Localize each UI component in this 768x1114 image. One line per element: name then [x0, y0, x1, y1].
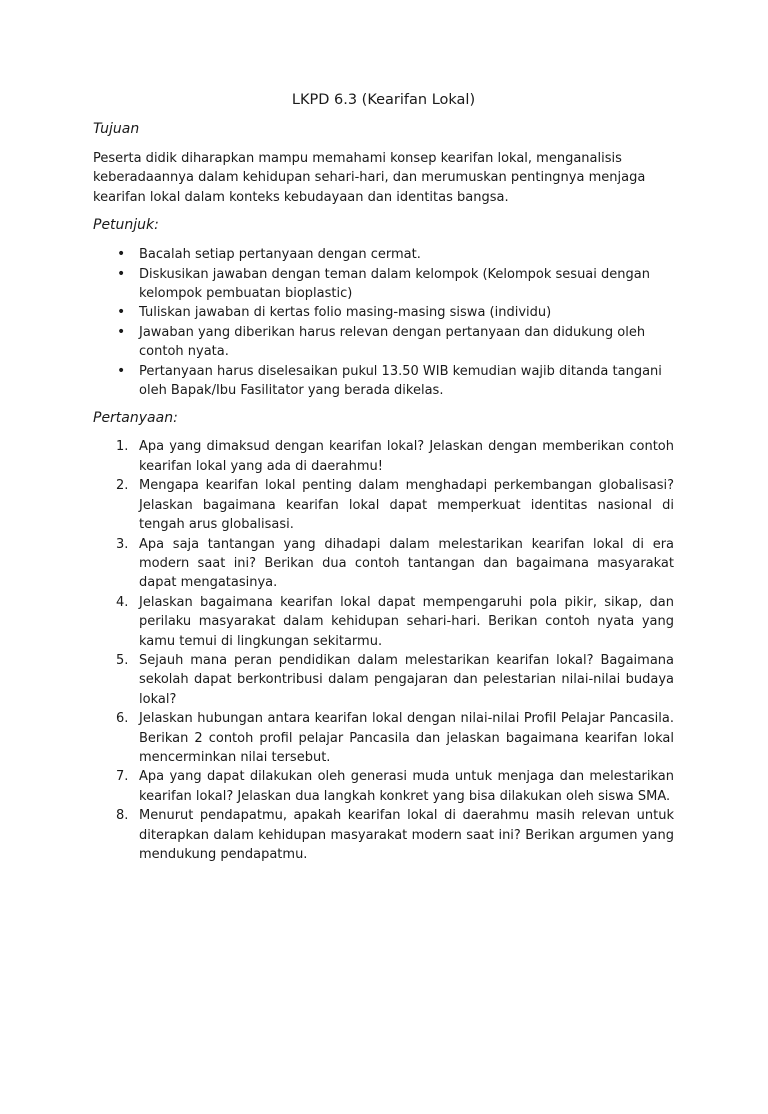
question-text: Menurut pendapatmu, apakah kearifan lokal di daerahmu masih relevan untuk diterapkan dalam kehidupan masyarakat modern saat ini? Berikan argumen yang mendukung pendapatmu. [139, 808, 674, 862]
question-text: Jelaskan hubungan antara kearifan lokal dengan nilai-nilai Profil Pelajar Pancasila. Berikan 2 contoh profil pelajar Pancasila dan jelaskan bagaimana kearifan lokal mencerminkan nilai tersebut. [139, 711, 674, 765]
petunjuk-item: • Diskusikan jawaban dengan teman dalam kelompok (Kelompok sesuai dengan kelompok pembuatan bioplastic) [139, 265, 674, 304]
pertanyaan-heading: Pertanyaan: [93, 410, 178, 427]
question-number: 4. [116, 594, 129, 610]
pertanyaan-list [93, 437, 674, 864]
question-number: 5. [116, 652, 129, 668]
tujuan-heading: Tujuan [93, 121, 140, 137]
question-item [116, 651, 674, 709]
question-number: 2. [116, 478, 129, 494]
question-text: Apa saja tantangan yang dihadapi dalam melestarikan kearifan lokal di era modern saat ini? Berikan dua contoh tantangan dan bagaimana masyarakat dapat mengatasinya. [139, 536, 674, 591]
petunjuk-list [93, 245, 674, 400]
question-item [116, 535, 674, 593]
tujuan-text: Peserta didik diharapkan mampu memahami konsep kearifan lokal, menganalisis keberadaannya dalam kehidupan sehari-hari, dan merumuskan pentingnya menjaga kearifan lokal dalam konteks kebudayaan dan identitas bangsa. [93, 151, 646, 205]
question-item [116, 806, 674, 864]
question-text: Apa yang dapat dilakukan oleh generasi muda untuk menjaga dan melestarikan kearifan lokal? Jelaskan dua langkah konkret yang bisa dilakukan oleh siswa SMA. [139, 769, 674, 804]
question-text: Mengapa kearifan lokal penting dalam menghadapi perkembangan globalisasi? Jelaskan bagaimana kearifan lokal dapat memperkuat identitas nasional di tengah arus globalisasi. [139, 478, 674, 533]
question-number: 8. [116, 808, 129, 824]
question-text: Sejauh mana peran pendidikan dalam melestarikan kearifan lokal? Bagaimana sekolah dapat berkontribusi dalam pengajaran dan pelestarian nilai-nilai budaya lokal? [139, 652, 674, 707]
page-title: LKPD 6.3 (Kearifan Lokal) [291, 92, 476, 108]
question-item [116, 476, 674, 534]
question-number: 3. [116, 536, 129, 552]
petunjuk-item: • Tuliskan jawaban di kertas folio masing-masing siswa (individu) [139, 303, 674, 322]
question-text: Apa yang dimaksud dengan kearifan lokal? Jelaskan dengan memberikan contoh kearifan lokal yang ada di daerahmu! [139, 439, 674, 474]
petunjuk-item: • Bacalah setiap pertanyaan dengan cermat. [139, 245, 674, 264]
document-page [0, 90, 768, 1114]
question-item [116, 593, 674, 651]
petunjuk-item: • Jawaban yang diberikan harus relevan dengan pertanyaan dan didukung oleh contoh nyata. [139, 323, 674, 362]
question-number: 1. [116, 439, 129, 455]
petunjuk-heading: Petunjuk: [93, 217, 159, 234]
question-item [116, 437, 674, 476]
question-item [116, 709, 674, 767]
question-number: 7. [116, 769, 129, 785]
question-number: 6. [116, 711, 129, 727]
petunjuk-item: • Pertanyaan harus diselesaikan pukul 13.50 WIB kemudian wajib ditanda tangani oleh Bapak/Ibu Fasilitator yang berada dikelas. [139, 362, 674, 401]
question-text: Jelaskan bagaimana kearifan lokal dapat mempengaruhi pola pikir, sikap, dan perilaku masyarakat dalam kehidupan sehari-hari. Berikan contoh nyata yang kamu temui di lingkungan sekitarmu. [139, 594, 674, 649]
question-item [116, 767, 674, 806]
